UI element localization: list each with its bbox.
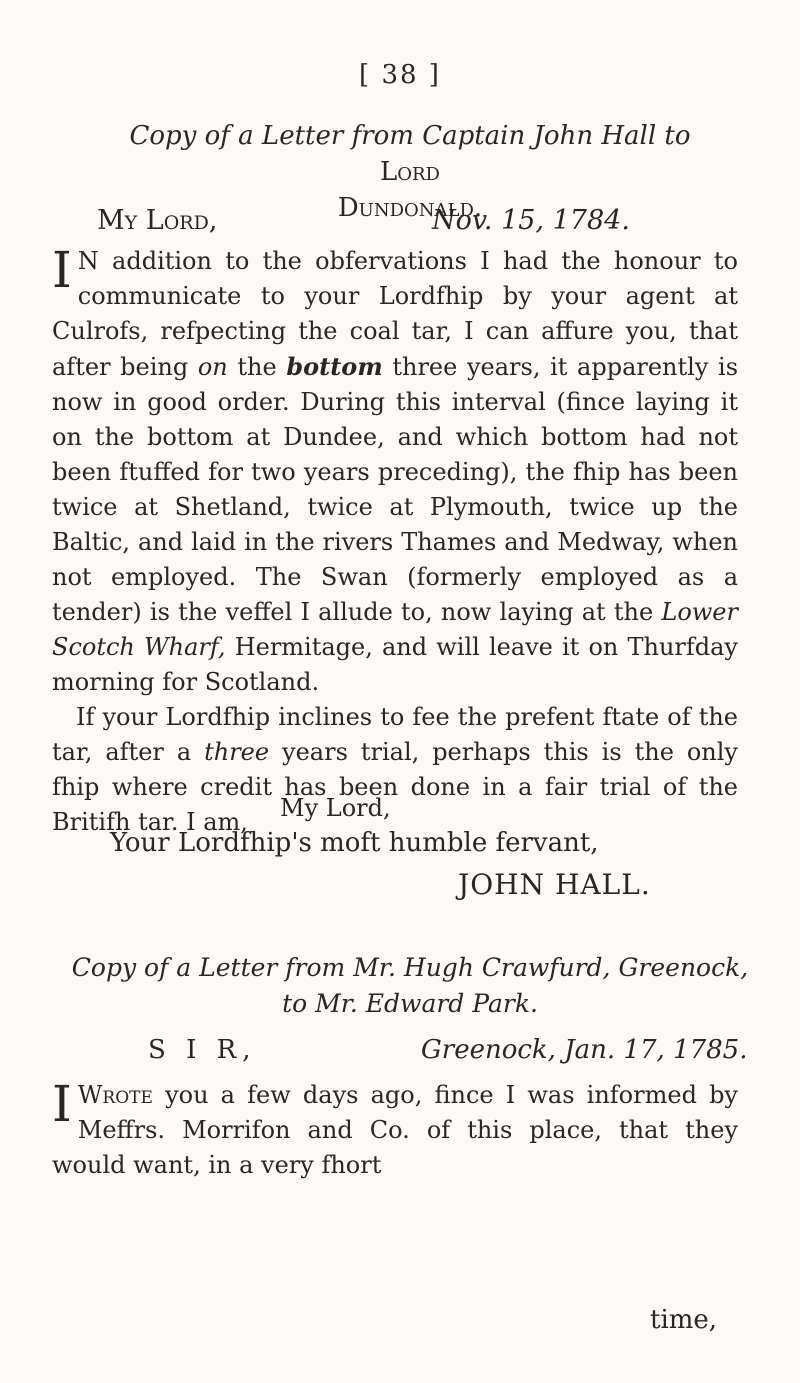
para2-start: If your Lordfhip inclines to fee the prefent ftate of the tar, after a [52,703,738,766]
letter2-title-line2: to Mr. Edward Park. [282,989,538,1018]
letter2-text: you a few days ago, fince I was informed by Meffrs. Morrifon and Co. of this place, that they would want, in a very fhort [52,1081,738,1179]
para1-wharf: Lower Scotch Wharf, [52,598,738,661]
letter1-title-copy: Copy of a Letter from Captain John Hall to [129,121,691,151]
letter2-first-word: Wrote [77,1081,153,1109]
para2-three: three [204,738,270,766]
page-number-header: [ 38 ] [359,60,441,90]
letter2-salutation: S I R, [148,1035,257,1065]
letter1-salutation: My Lord, [97,205,218,236]
letter1-date: Nov. 15, 1784. [432,205,630,236]
letter2-paragraph-1 [52,1075,738,1183]
para1-the: the [237,353,277,381]
letter1-close-1: My Lord, [280,794,391,822]
letter1-signature: JOHN HALL. [458,868,651,901]
letter2-date: Greenock, Jan. 17, 1785. [421,1035,748,1065]
letter2-body [52,1075,738,1183]
para1-text: N addition to the obfervations I had the honour to communicate to your Lordfhip by your agent at Culrofs, refpecting the coal tar, I can affure you, that after being [52,247,738,381]
para1-rest: three years, it apparently is now in good order. During this interval (fince laying it on the bottom at Dundee, and which bottom had not been ftuffed for two years preceding), the fhip has been twice at Shetland, twice at Plymouth, twice up the Baltic, and laid in the rivers Thames and Medway, when not employed. The Swan (formerly employed as a tender) is the veffel I allude to, now laying at the [52,353,739,626]
letter1-body [52,241,739,840]
letter1-paragraph-2 [52,700,738,840]
letter1-close-2: Your Lordfhip's moft humble fervant, [110,828,599,858]
para1-end: Hermitage, and will leave it on Thurfday morning for Scotland. [52,633,738,696]
para2-end: years trial, perhaps this is the only fhip where credit has been done in a fair trial of the Britifh tar. I am, [52,738,738,836]
letter1-title-lord: Lord [379,157,440,187]
catchword: time, [650,1305,718,1335]
dropcap-2: I [52,1075,72,1133]
dropcap: I [52,241,72,299]
letter1-paragraph-1 [52,241,739,700]
letter2-title [60,950,760,1022]
letter2-title-line1: Copy of a Letter from Mr. Hugh Crawfurd, Greenock, [71,953,749,982]
para1-on: on [197,353,228,381]
letter1-title-name: Dundonald. [337,193,483,223]
para1-bottom: bottom [286,352,383,381]
